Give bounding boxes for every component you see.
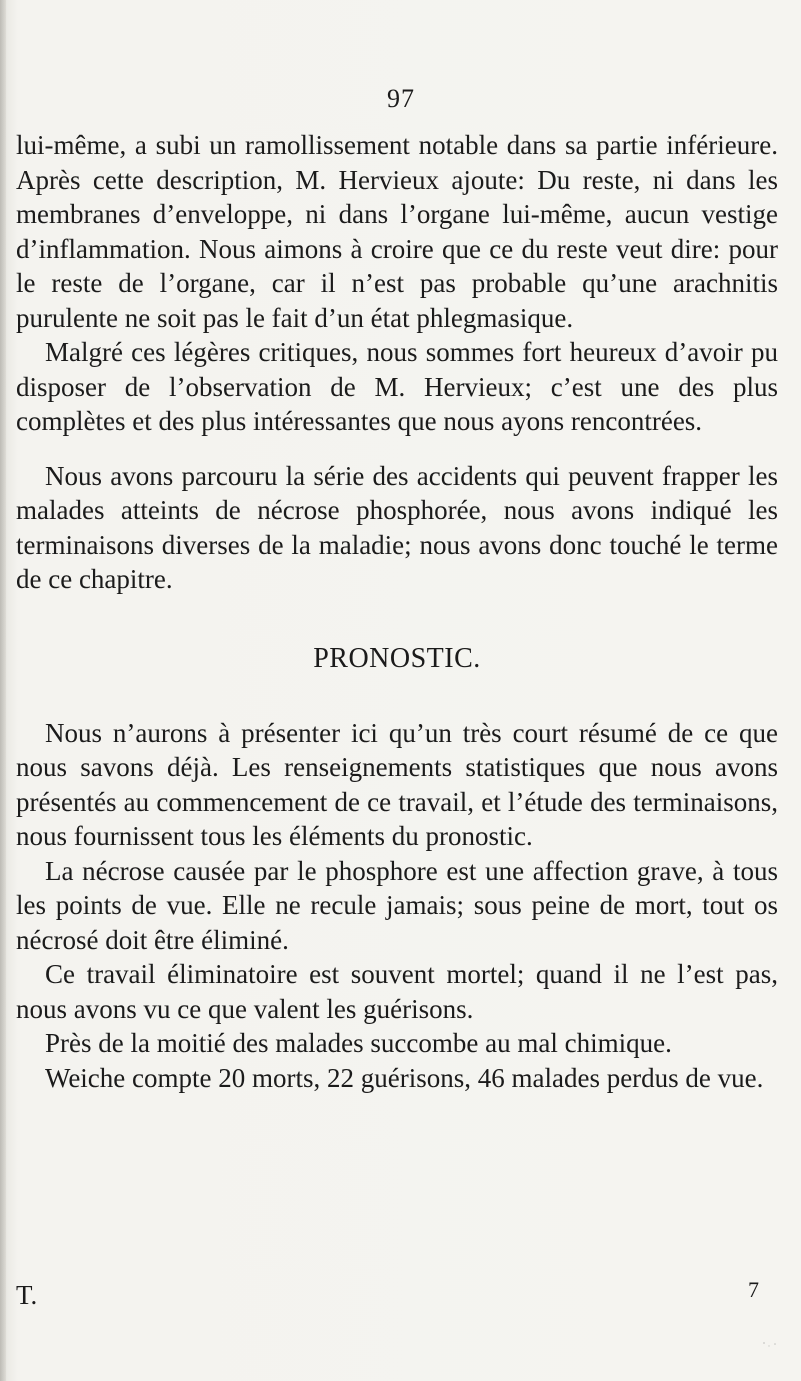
- signature-number: 7: [748, 1277, 759, 1302]
- printer-signature: T.: [16, 1280, 38, 1310]
- paragraph-6: Ce travail éliminatoire est souvent mortel; quand il ne l’est pas, nous avons vu ce que valent les guérisons.: [16, 959, 778, 1024]
- paragraph-gap: [16, 439, 778, 459]
- page-number: 97: [387, 84, 415, 113]
- scan-speck-icon: [761, 1340, 779, 1350]
- page-binding-edge: [0, 0, 6, 1381]
- paragraph-2: Malgré ces légères critiques, nous sommes fort heureux d’avoir pu disposer de l’observation de M. Hervieux; c’est une des plus complètes et des plus intéressantes que nous ayons rencontrées.: [16, 337, 778, 436]
- paragraph-8: Weiche compte 20 morts, 22 guérisons, 46 malades perdus de vue.: [45, 1062, 764, 1093]
- page-text: [16, 128, 778, 1095]
- paragraph-3: Nous avons parcouru la série des accidents qui peuvent frapper les malades atteints de nécrose phosphorée, nous avons indiqué les terminaisons diverses de la maladie; nous avons donc touché le terme de ce chapitre.: [16, 460, 778, 594]
- section-heading: PRONOSTIC.: [313, 642, 481, 674]
- paragraph-1: lui-même, a subi un ramollissement notable dans sa partie inférieure. Après cette description, M. Hervieux ajoute: Du reste, ni dans les membranes d’enveloppe, ni dans l’organe lui-même, aucun vestige d’inflammation. Nous aimons à croire que ce du reste veut dire: pour le reste de l’organe, car il n’est pas probable qu’une arachnitis purulente ne soit pas le fait d’un état phlegmasique.: [16, 130, 778, 333]
- paragraph-7: Près de la moitié des malades succombe au mal chimique.: [45, 1028, 672, 1058]
- paragraph-4: Nous n’aurons à présenter ici qu’un très court résumé de ce que nous savons déjà. Les renseignements statistiques que nous avons présentés au commencement de ce travail, et l’étude des terminaisons, nous fournissent tous les éléments du pronostic.: [16, 717, 778, 851]
- paragraph-5: La nécrose causée par le phosphore est une affection grave, à tous les points de vue. Elle ne recule jamais; sous peine de mort, tout os nécrosé doit être éliminé.: [16, 855, 778, 955]
